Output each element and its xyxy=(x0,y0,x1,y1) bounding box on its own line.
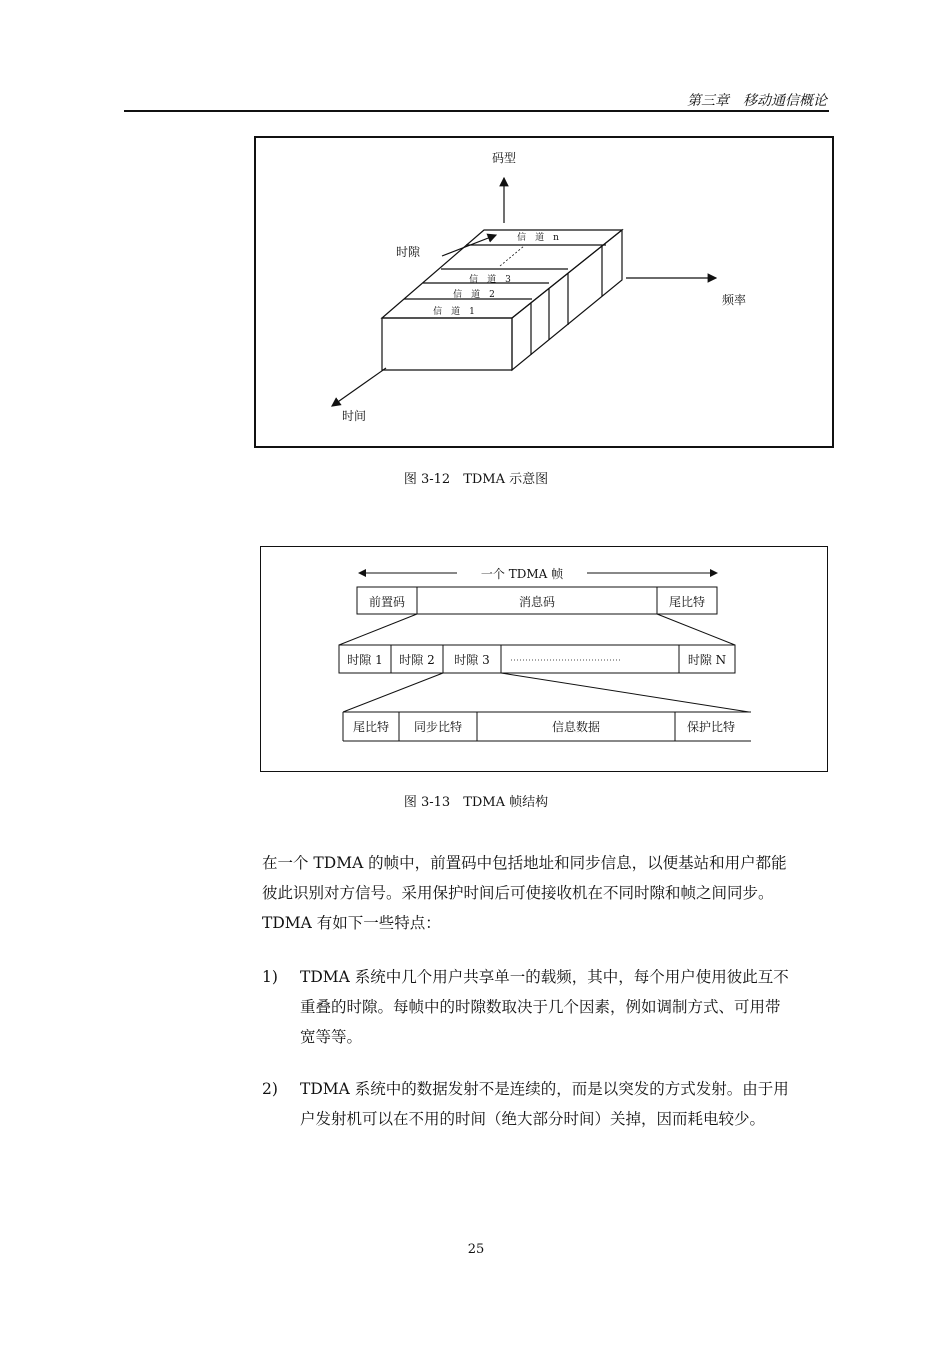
list-item-1 xyxy=(300,962,828,1052)
cell-tail: 尾比特 xyxy=(668,595,706,609)
tdma-3d-diagram xyxy=(256,138,832,446)
cell-tail-bits: 尾比特 xyxy=(352,720,390,734)
figure1-caption: 图 3-12 TDMA 示意图 xyxy=(403,472,549,487)
list-line: 重叠的时隙。每帧中的时隙数取决于几个因素，例如调制方式、可用带 xyxy=(300,998,781,1016)
list-line: TDMA 系统中几个用户共享单一的载频，其中，每个用户使用彼此互不 xyxy=(300,968,789,986)
list-item-1-number: 1) xyxy=(262,968,278,986)
cell-info-data: 信息数据 xyxy=(551,720,601,734)
cell-slot-1: 时隙 1 xyxy=(347,653,383,667)
figure2-caption: 图 3-13 TDMA 帧结构 xyxy=(403,795,549,810)
label-code: 码型 xyxy=(491,151,517,165)
list-item-2-number: 2) xyxy=(262,1080,278,1098)
label-freq: 频率 xyxy=(721,293,747,307)
label-channel-1: 信 道 1 xyxy=(433,307,475,317)
chapter-header: 第三章 移动通信概论 xyxy=(687,93,827,109)
label-time: 时间 xyxy=(341,409,367,423)
label-channel-n: 信 道 n xyxy=(517,233,559,243)
time-axis xyxy=(332,368,386,406)
cell-slot-n: 时隙 N xyxy=(687,653,727,667)
cell-guard-bits: 保护比特 xyxy=(686,720,736,734)
list-item-2 xyxy=(300,1074,828,1134)
cell-slot-2: 时隙 2 xyxy=(399,653,435,667)
list-line: 宽等等。 xyxy=(300,1028,363,1046)
frame-label: 一个 TDMA 帧 xyxy=(480,567,564,581)
paragraph-line: 在一个 TDMA 的帧中，前置码中包括地址和同步信息，以便基站和用户都能 xyxy=(262,854,787,872)
figure-tdma-frame xyxy=(260,546,828,772)
label-slot: 时隙 xyxy=(395,245,421,259)
paragraph-line: TDMA 有如下一些特点： xyxy=(262,914,441,932)
header-rule xyxy=(124,110,829,112)
body-paragraph xyxy=(262,848,828,938)
cell-preamble: 前置码 xyxy=(368,595,406,609)
page-number: 25 xyxy=(467,1242,485,1257)
paragraph-line: 彼此识别对方信号。采用保护时间后可使接收机在不同时隙和帧之间同步。 xyxy=(262,884,774,902)
cell-message: 消息码 xyxy=(518,595,556,609)
cell-sync-bits: 同步比特 xyxy=(413,720,463,734)
label-channel-3: 信 道 3 xyxy=(469,275,511,285)
cell-slot-3: 时隙 3 xyxy=(454,653,490,667)
tdma-frame-diagram xyxy=(261,547,827,771)
list-line: 户发射机可以在不用的时间（绝大部分时间）关掉，因而耗电较少。 xyxy=(300,1110,766,1128)
figure-tdma-diagram xyxy=(254,136,834,448)
label-channel-2: 信 道 2 xyxy=(453,290,495,300)
list-line: TDMA 系统中的数据发射不是连续的，而是以突发的方式发射。由于用 xyxy=(300,1080,789,1098)
